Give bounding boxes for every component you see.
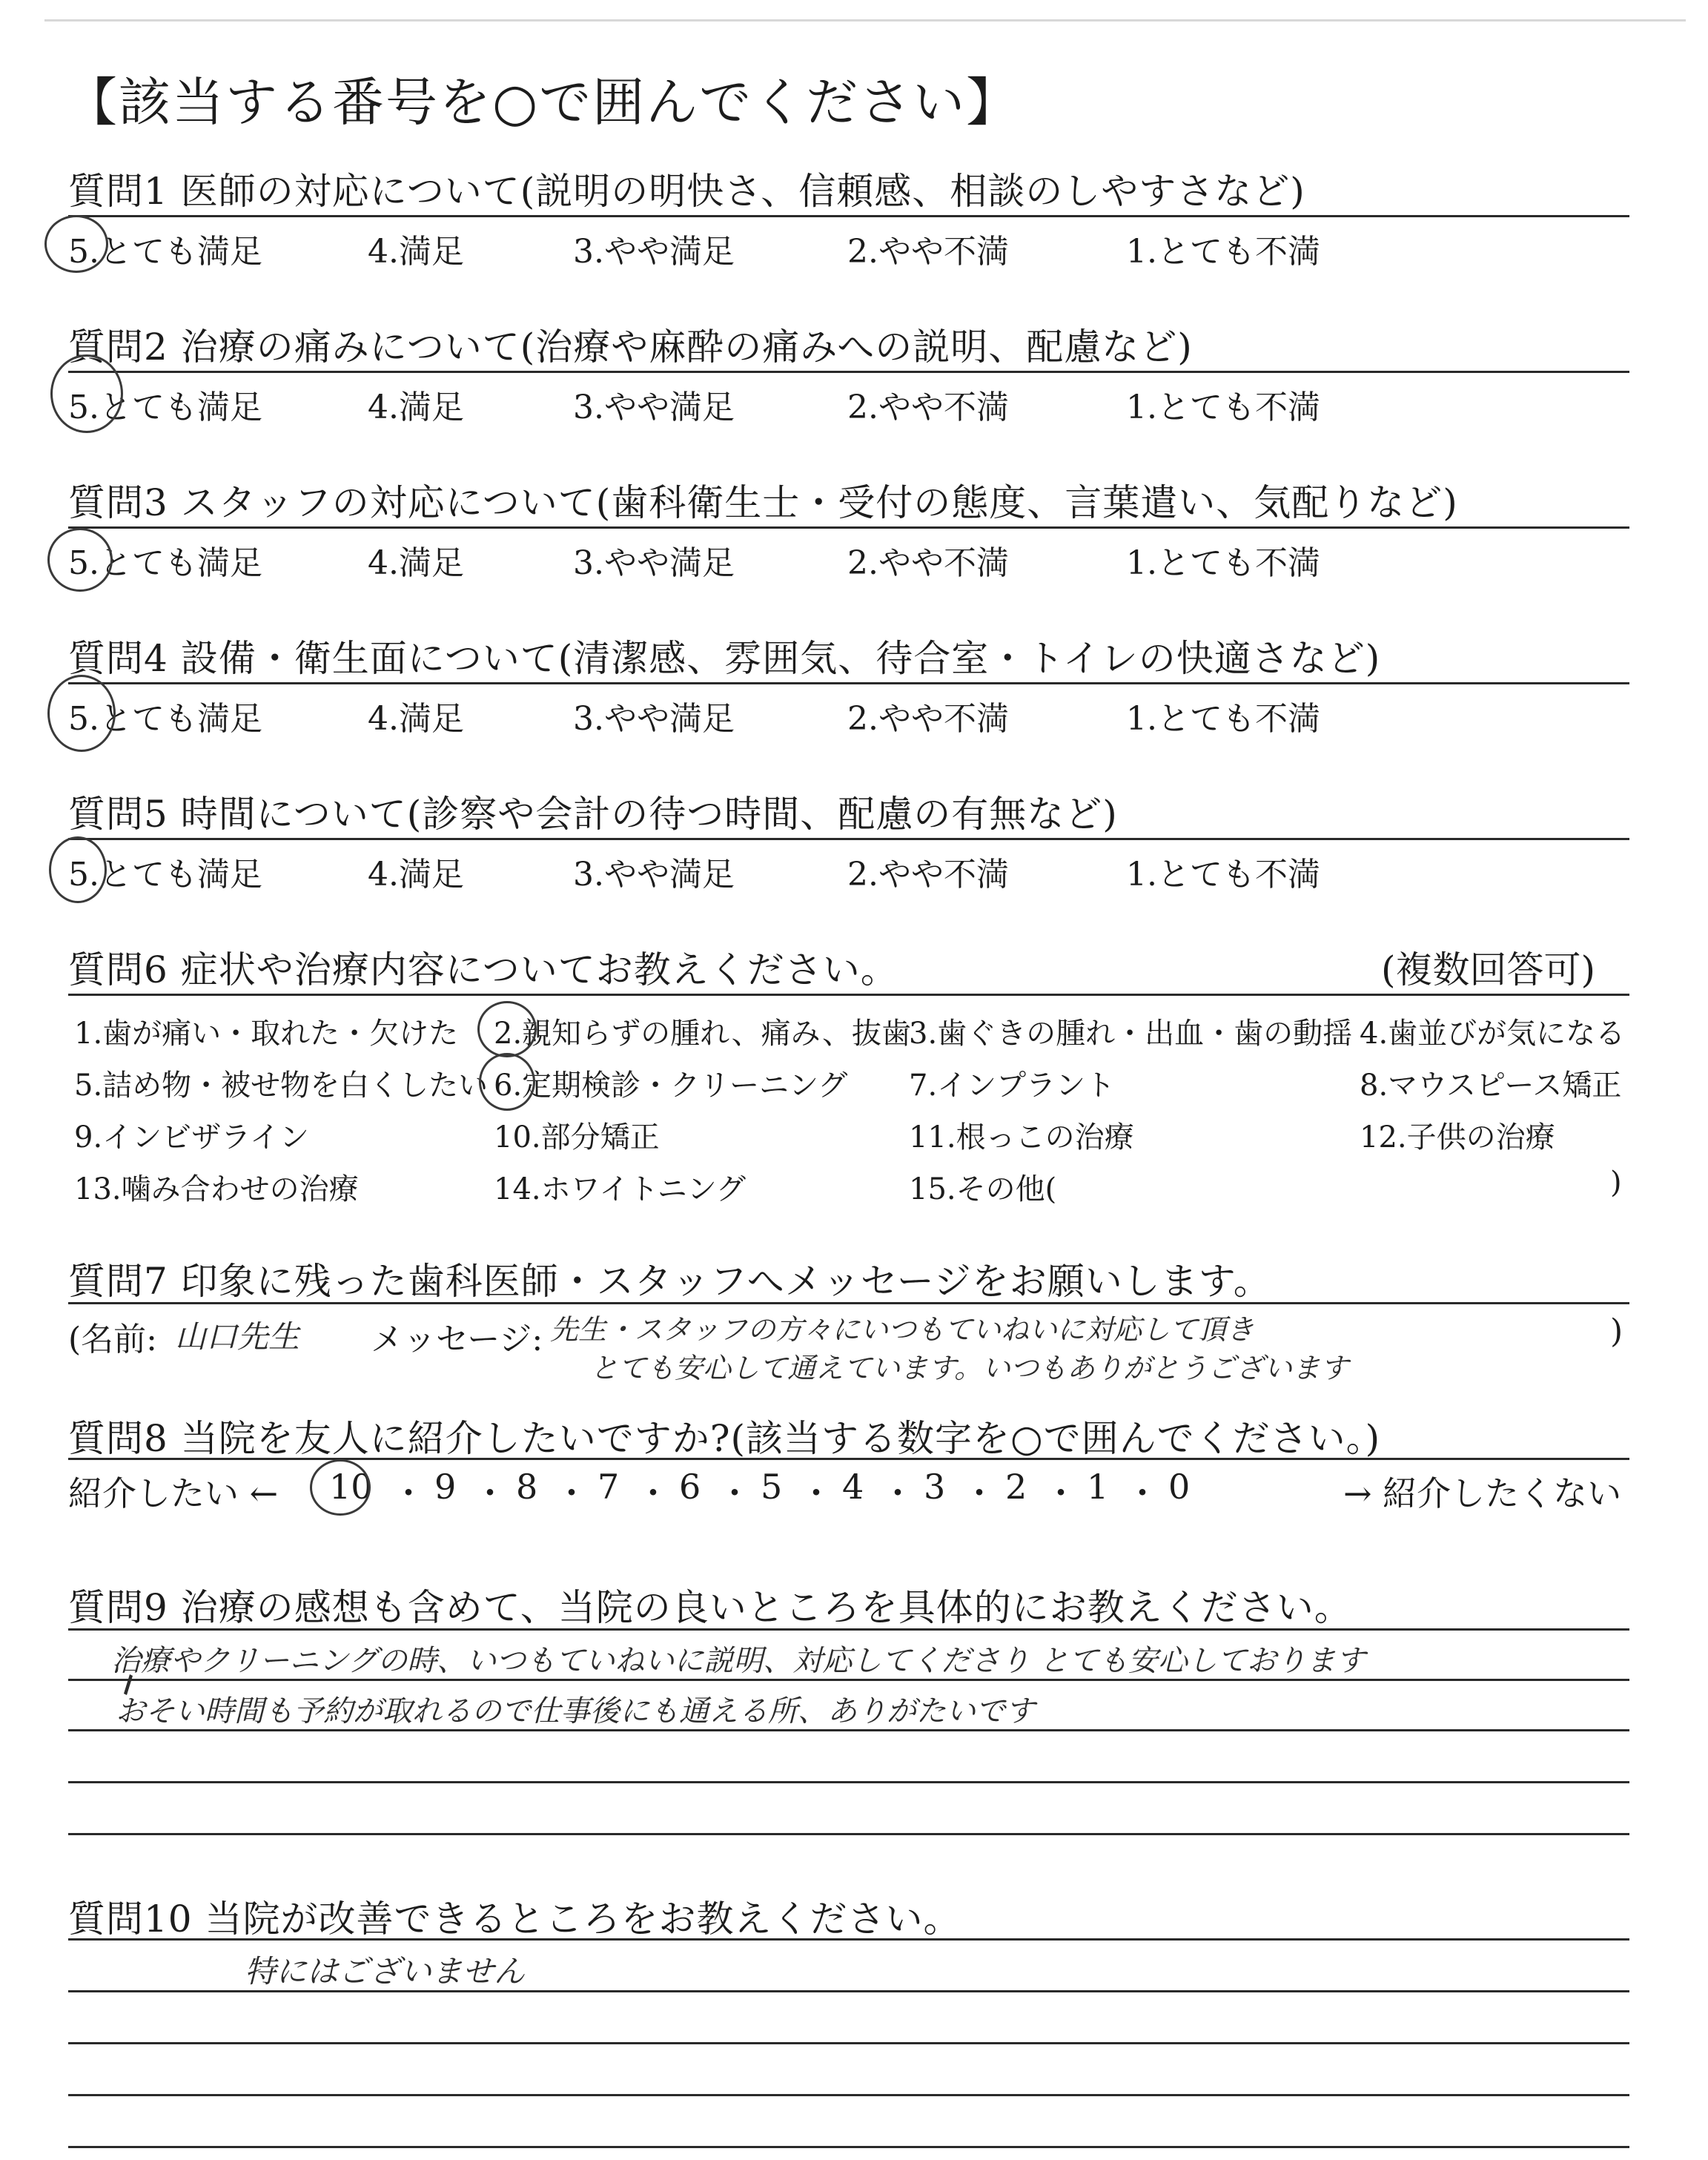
q8-scale-3[interactable]: 3 [924, 1467, 946, 1507]
q2-option-2[interactable]: 2.やや不満 [847, 389, 1009, 426]
q6-option-14[interactable]: 14.ホワイトニング [494, 1172, 747, 1206]
q9-answer-line-2[interactable]: おそい時間も予約が取れるので仕事後にも通える所、ありがたいです [116, 1694, 1035, 1728]
q5-option-4[interactable]: 4.満足 [368, 856, 464, 894]
q6-option-13[interactable]: 13.噛み合わせの治療 [74, 1172, 359, 1206]
q8-scale-1[interactable]: 1 [1087, 1467, 1109, 1507]
q5-option-5[interactable]: 5.とても満足 [68, 856, 262, 894]
q8-dot: ・ [636, 1473, 670, 1513]
q1-option-3[interactable]: 3.やや満足 [573, 233, 735, 271]
q6-option-10[interactable]: 10.部分矯正 [494, 1120, 660, 1155]
q1-option-2[interactable]: 2.やや不満 [847, 233, 1009, 271]
q5-option-3[interactable]: 3.やや満足 [573, 856, 735, 894]
q6-option-12[interactable]: 12.子供の治療 [1360, 1120, 1555, 1155]
q8-scale-4[interactable]: 4 [842, 1467, 864, 1507]
q3-option-3[interactable]: 3.やや満足 [573, 544, 735, 582]
q8-dot: ・ [799, 1473, 833, 1513]
q8-dot: ・ [718, 1473, 752, 1513]
pen-mark [124, 1674, 133, 1695]
question-4-title: 質問4 設備・衛生面について(清潔感、雰囲気、待合室・トイレの快適さなど) [68, 637, 1381, 680]
q2-option-1[interactable]: 1.とても不満 [1126, 389, 1320, 426]
form-heading: 【該当する番号を○で囲んでください】 [65, 72, 1020, 133]
q9-answer-line-1[interactable]: 治療やクリーニングの時、いつもていねいに説明、対応してくださり とても安心しております [111, 1644, 1366, 1678]
question-7-title: 質問7 印象に残った歯科医師・スタッフへメッセージをお願いします。 [68, 1260, 1271, 1303]
q6-option-2[interactable]: 2.親知らずの腫れ、痛み、抜歯 [494, 1017, 911, 1051]
q6-option-7[interactable]: 7.インプラント [909, 1069, 1116, 1103]
q2-option-3[interactable]: 3.やや満足 [573, 389, 735, 426]
q6-option-9[interactable]: 9.インビザライン [74, 1120, 309, 1155]
q6-option-6[interactable]: 6.定期検診・クリーニング [494, 1069, 848, 1103]
q8-dot: ・ [391, 1473, 426, 1513]
question-2-title: 質問2 治療の痛みについて(治療や麻酔の痛みへの説明、配慮など) [68, 326, 1193, 369]
q4-option-5[interactable]: 5.とても満足 [68, 700, 262, 738]
q3-option-4[interactable]: 4.満足 [368, 544, 464, 582]
q8-left-label: 紹介したい ← [68, 1473, 279, 1513]
question-1-title: 質問1 医師の対応について(説明の明快さ、信頼感、相談のしやすさなど) [68, 170, 1305, 213]
q8-scale-10[interactable]: 10 [329, 1467, 373, 1507]
q6-option-11[interactable]: 11.根っこの治療 [909, 1120, 1134, 1155]
q8-dot: ・ [1044, 1473, 1078, 1513]
q2-option-4[interactable]: 4.満足 [368, 389, 464, 426]
question-6-title: 質問6 症状や治療内容についてお教えください。 [68, 948, 898, 991]
q3-option-1[interactable]: 1.とても不満 [1126, 544, 1320, 582]
q3-option-5[interactable]: 5.とても満足 [68, 544, 262, 582]
q7-name-value[interactable]: 山口先生 [175, 1318, 300, 1355]
q8-scale-9[interactable]: 9 [434, 1467, 457, 1507]
q8-scale-5[interactable]: 5 [761, 1467, 783, 1507]
q1-option-4[interactable]: 4.満足 [368, 233, 464, 271]
q8-scale-2[interactable]: 2 [1005, 1467, 1027, 1507]
q1-option-1[interactable]: 1.とても不満 [1126, 233, 1320, 271]
q7-message-label: メッセージ: [371, 1321, 543, 1358]
q7-message-line-1[interactable]: 先生・スタッフの方々にいつもていねいに対応して頂き [550, 1313, 1255, 1346]
q8-dot: ・ [962, 1473, 996, 1513]
q8-dot: ・ [555, 1473, 589, 1513]
question-8-title: 質問8 当院を友人に紹介したいですか?(該当する数字を○で囲んでください。) [68, 1417, 1381, 1460]
q8-scale-7[interactable]: 7 [598, 1467, 620, 1507]
q4-option-2[interactable]: 2.やや不満 [847, 700, 1009, 738]
q6-other-close-paren: ) [1610, 1166, 1622, 1200]
q6-option-3[interactable]: 3.歯ぐきの腫れ・出血・歯の動揺 [909, 1017, 1353, 1051]
q6-option-5[interactable]: 5.詰め物・被せ物を白くしたい [74, 1069, 489, 1103]
q10-answer[interactable]: 特にはございません [245, 1953, 526, 1989]
q8-scale-0[interactable]: 0 [1168, 1467, 1191, 1507]
q3-option-2[interactable]: 2.やや不満 [847, 544, 1009, 582]
q4-option-3[interactable]: 3.やや満足 [573, 700, 735, 738]
q2-option-5[interactable]: 5.とても満足 [68, 389, 262, 426]
q7-name-label: (名前: [68, 1321, 157, 1358]
q8-scale-6[interactable]: 6 [679, 1467, 701, 1507]
q7-close-paren: ) [1610, 1312, 1623, 1350]
q8-dot: ・ [473, 1473, 507, 1513]
q6-option-15[interactable]: 15.その他( [909, 1172, 1057, 1206]
q8-right-label: → 紹介したくない [1343, 1473, 1622, 1513]
question-3-title: 質問3 スタッフの対応について(歯科衛生士・受付の態度、言葉遣い、気配りなど) [68, 481, 1458, 524]
q5-option-1[interactable]: 1.とても不満 [1126, 856, 1320, 894]
q5-option-2[interactable]: 2.やや不満 [847, 856, 1009, 894]
question-10-title: 質問10 当院が改善できるところをお教えください。 [68, 1898, 961, 1941]
question-5-title: 質問5 時間について(診察や会計の待つ時間、配慮の有無など) [68, 793, 1118, 836]
question-9-title: 質問9 治療の感想も含めて、当院の良いところを具体的にお教えください。 [68, 1586, 1352, 1629]
q4-option-1[interactable]: 1.とても不満 [1126, 700, 1320, 738]
q8-scale-8[interactable]: 8 [516, 1467, 538, 1507]
question-6-note: (複数回答可) [1380, 948, 1595, 991]
q7-message-line-2[interactable]: とても安心して通えています。いつもありがとうございます [590, 1352, 1348, 1384]
q4-option-4[interactable]: 4.満足 [368, 700, 464, 738]
q6-option-8[interactable]: 8.マウスピース矯正 [1360, 1069, 1622, 1103]
q8-dot: ・ [881, 1473, 915, 1513]
q8-dot: ・ [1125, 1473, 1159, 1513]
q6-option-4[interactable]: 4.歯並びが気になる [1360, 1017, 1626, 1051]
q6-option-1[interactable]: 1.歯が痛い・取れた・欠けた [74, 1017, 459, 1051]
q1-option-5[interactable]: 5.とても満足 [68, 233, 262, 271]
